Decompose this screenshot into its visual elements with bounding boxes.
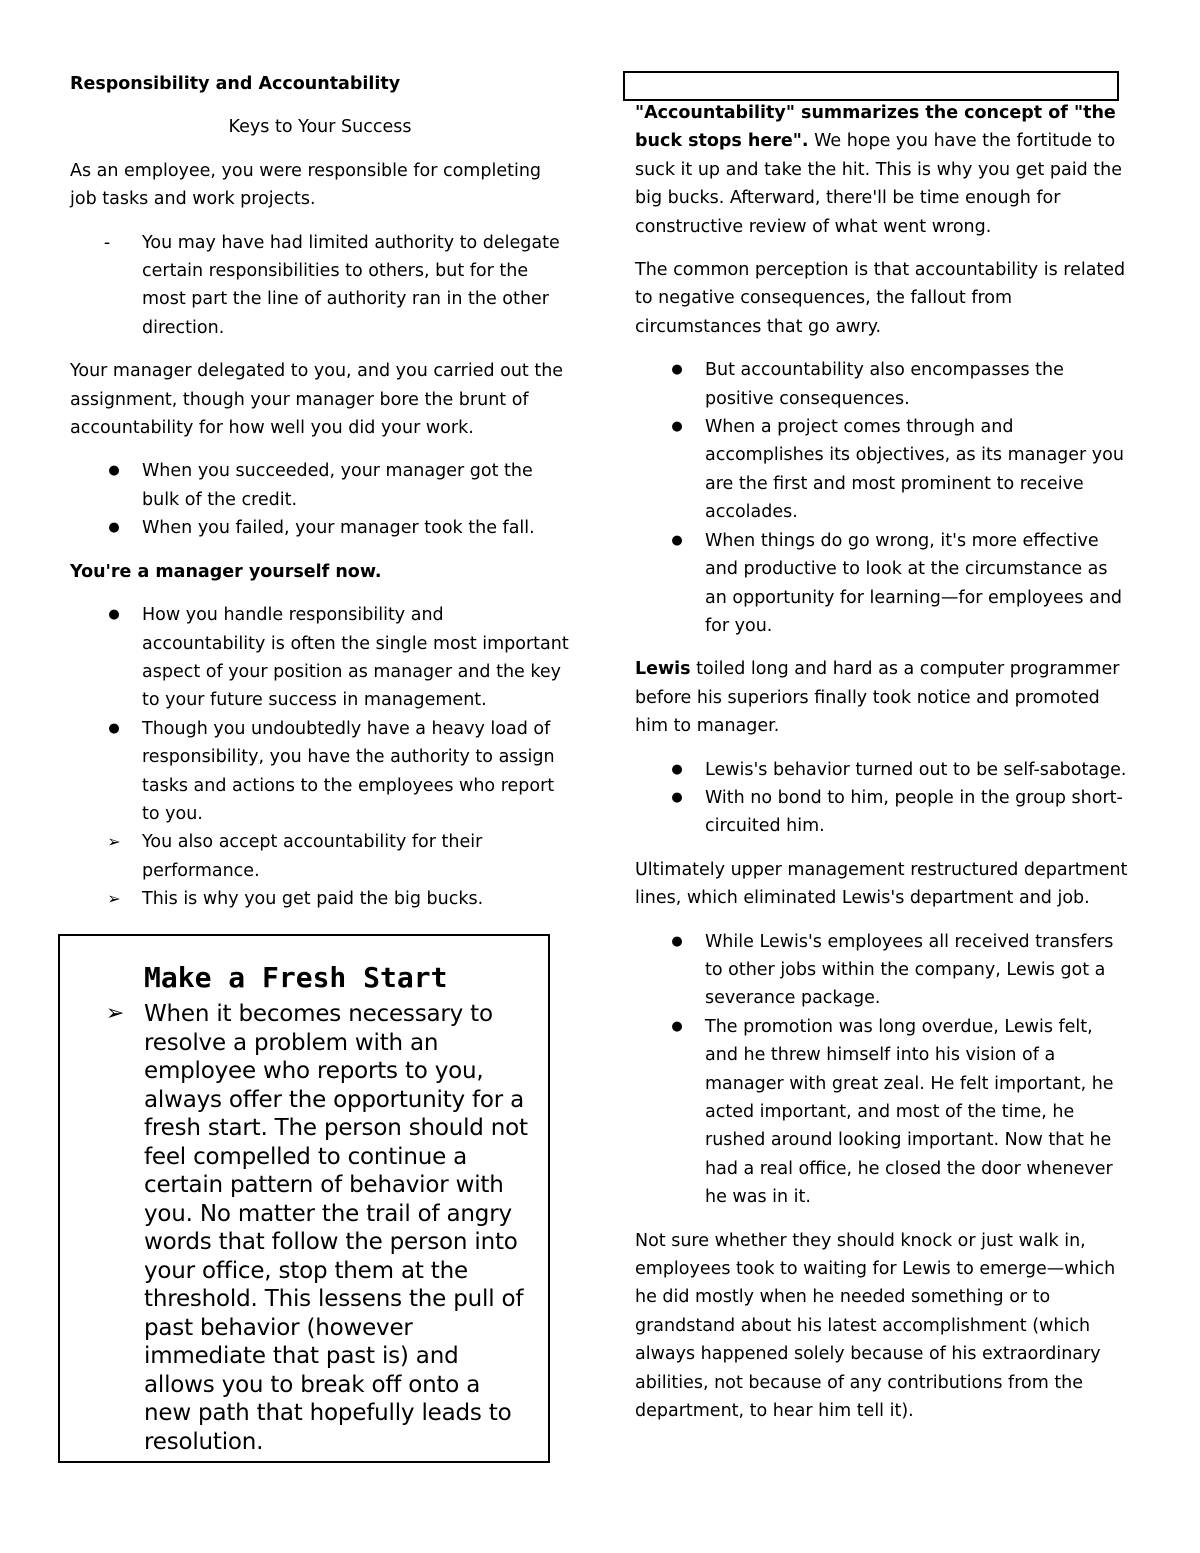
dash-list xyxy=(70,229,570,343)
left-column xyxy=(70,70,570,914)
callout-body: ➢ When it becomes necessary to resolve a problem with an employee who reports to you, always offer the opportunity for a fresh start. The person should not feel compelled to continue a certain pattern of behavior with you. No matter the trail of angry words that follow the person into your office, stop them at the threshold. This lessens the pull of past behavior (however immediate that past is) and allows you to break off onto a new path that hopefully leads to resolution. xyxy=(105,1001,528,1455)
list-item: ● But accountability also encompasses the positive consequences. xyxy=(635,356,1130,413)
bullet-icon: ● xyxy=(671,532,683,548)
empty-text-box xyxy=(623,71,1119,101)
document-title: Responsibility and Accountability xyxy=(70,74,401,94)
perception-paragraph: The common perception is that accountability is related to negative consequences, the fallout from circumstances that go awry. xyxy=(635,260,1126,337)
credit-list xyxy=(70,457,570,542)
list-item: ● Though you undoubtedly have a heavy load of responsibility, you have the authority to assign tasks and actions to the employees who report to you. xyxy=(70,715,570,829)
list-item: ● When a project comes through and accomplishes its objectives, as its manager you are the first and most prominent to receive accolades. xyxy=(635,413,1130,527)
delegation-paragraph: Your manager delegated to you, and you carried out the assignment, though your manager bore the brunt of accountability for how well you did your work. xyxy=(70,361,564,439)
lewis-name: Lewis xyxy=(635,659,691,680)
arrow-bullet-icon: ➢ xyxy=(105,1001,125,1026)
list-item: ● Lewis's behavior turned out to be self-sabotage. xyxy=(635,756,1130,784)
bullet-icon: ● xyxy=(108,520,120,536)
arrow-bullet-icon: ➢ xyxy=(107,889,121,909)
list-item: ➢ This is why you get paid the big bucks. xyxy=(70,885,570,913)
closing-paragraph: Not sure whether they should knock or just walk in, employees took to waiting for Lewis to emerge—which he did mostly when he needed something or to grandstand about his latest accomplishment (which always happened solely because of his extraordinary abilities, not because of any contributions from the department, to hear him tell it). xyxy=(635,1230,1116,1422)
accountability-definition: "Accountability" summarizes the concept of "the buck stops here". xyxy=(635,103,1116,152)
bullet-icon: ● xyxy=(108,720,120,736)
bullet-icon: ● xyxy=(671,789,683,805)
list-item: ● When things do go wrong, it's more effective and productive to look at the circumstance as an opportunity for learning—for employees and for you. xyxy=(635,527,1130,641)
list-item: ➢ You also accept accountability for their performance. xyxy=(70,828,570,885)
bullet-icon: ● xyxy=(671,1018,683,1034)
list-item: ● While Lewis's employees all received transfers to other jobs within the company, Lewis got a severance package. xyxy=(635,928,1130,1013)
consequences-list xyxy=(635,356,1130,640)
list-item: ● The promotion was long overdue, Lewis felt, and he threw himself into his vision of a manager with great zeal. He felt important, he acted important, and most of the time, he rushed around looking important. Now that he had a real office, he closed the door whenever he was in it. xyxy=(635,1013,1130,1212)
fresh-start-callout xyxy=(58,934,550,1463)
restructure-paragraph: Ultimately upper management restructured department lines, which eliminated Lewis's department and job. xyxy=(635,859,1128,909)
bullet-icon: ● xyxy=(108,463,120,479)
dash-marker: - xyxy=(103,232,111,253)
arrow-bullet-icon: ➢ xyxy=(107,832,121,852)
bullet-icon: ● xyxy=(671,933,683,949)
document-subtitle: Keys to Your Success xyxy=(228,117,412,138)
callout-title: Make a Fresh Start xyxy=(144,961,448,994)
list-item: - You may have had limited authority to delegate certain responsibilities to others, but for the most part the line of authority ran in the other direction. xyxy=(70,229,570,343)
list-item: ● With no bond to him, people in the group short-circuited him. xyxy=(635,784,1130,841)
accountability-paragraph: "Accountability" summarizes the concept of "the buck stops here". We hope you have the fortitude to suck it up and take the hit. This is why you get paid the big bucks. Afterward, there'll be time enough for constructive review of what went wrong. xyxy=(635,103,1123,237)
list-item: ● When you succeeded, your manager got the bulk of the credit. xyxy=(70,457,570,514)
right-column xyxy=(635,99,1130,1440)
bullet-icon: ● xyxy=(108,607,120,623)
list-item: ● When you failed, your manager took the fall. xyxy=(70,514,570,542)
section-heading-manager: You're a manager yourself now. xyxy=(70,561,382,582)
manager-list xyxy=(70,601,570,913)
list-item: ● How you handle responsibility and accountability is often the single most important aspect of your position as manager and the key to your future success in management. xyxy=(70,601,570,715)
lewis-outcome-list xyxy=(635,928,1130,1212)
lewis-paragraph: Lewis toiled long and hard as a computer programmer before his superiors finally took notice and promoted him to manager. xyxy=(635,659,1120,737)
bullet-icon: ● xyxy=(671,419,683,435)
bullet-icon: ● xyxy=(671,761,683,777)
bullet-icon: ● xyxy=(671,362,683,378)
lewis-behavior-list xyxy=(635,756,1130,841)
intro-paragraph: As an employee, you were responsible for completing job tasks and work projects. xyxy=(70,160,542,210)
